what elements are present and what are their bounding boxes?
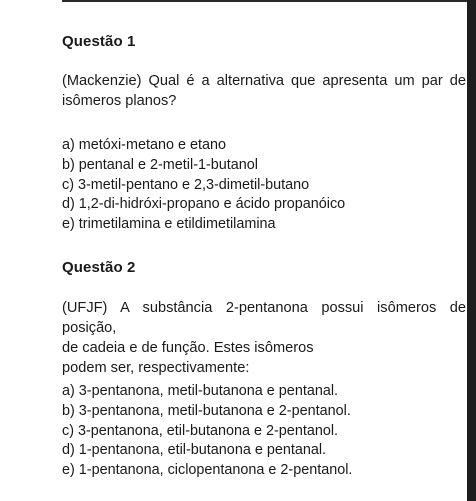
question-1-statement [62, 71, 466, 111]
question-1-title: Questão 1 [62, 33, 136, 50]
question-2-line-3: podem ser, respectivamente: [62, 360, 250, 376]
question-2-option-d: d) 1-pentanona, etil-butanona e pentanal. [62, 442, 327, 459]
question-1-option-d: d) 1,2-di-hidróxi-propano e ácido propanóico [62, 196, 346, 213]
question-2-line-2: de cadeia e de função. Estes isômeros [62, 340, 314, 356]
question-2-title: Questão 2 [62, 259, 136, 276]
top-divider [62, 0, 467, 2]
question-2-option-e: e) 1-pentanona, ciclopentanona e 2-pentanol. [62, 462, 353, 479]
question-2-option-c: c) 3-pentanona, etil-butanona e 2-pentanol. [62, 422, 339, 439]
question-1-option-e: e) trimetilamina e etildimetilamina [62, 216, 276, 233]
question-1-option-b: b) pentanal e 2-metil-1-butanol [62, 156, 258, 173]
question-1-option-c: c) 3-metil-pentano e 2,3-dimetil-butano [62, 176, 310, 193]
question-2-statement [62, 298, 466, 378]
question-2-line-1: (UFJF) A substância 2-pentanona possui isômeros de posição, [62, 300, 466, 336]
question-1-option-a: a) metóxi-metano e etano [62, 137, 226, 153]
question-2-option-a: a) 3-pentanona, metil-butanona e pentanal. [62, 383, 339, 399]
question-1-line-1: (Mackenzie) Qual é a alternativa que apresenta um par de [62, 73, 466, 89]
question-2-options [62, 382, 352, 481]
question-1-options [62, 136, 345, 235]
question-1-line-2: isômeros planos? [62, 93, 177, 109]
question-2-option-b: b) 3-pentanona, metil-butanona e 2-pentanol. [62, 402, 351, 419]
